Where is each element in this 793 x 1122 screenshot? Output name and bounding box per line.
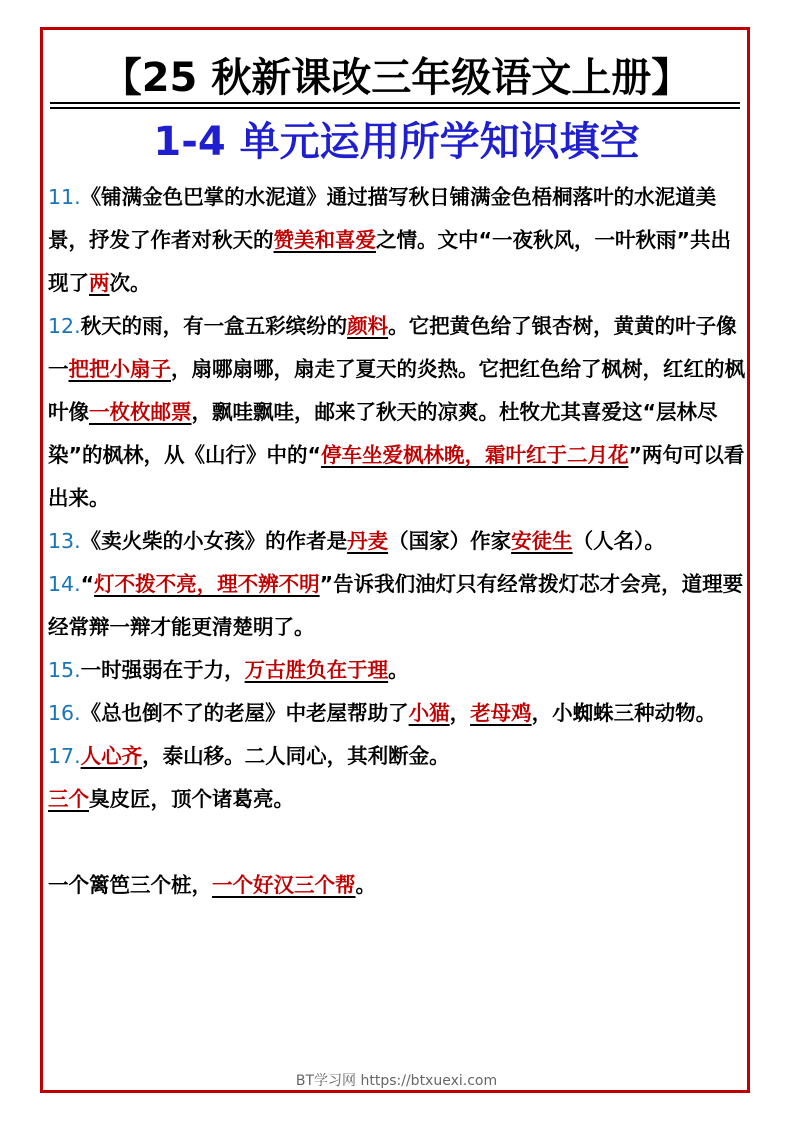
page-subtitle: 1-4 单元运用所学知识填空 xyxy=(153,119,640,165)
proverb-text: 。 xyxy=(355,873,376,897)
question-text: 《总也倒不了的老屋》中老屋帮助了 xyxy=(80,701,409,725)
question-13 xyxy=(48,520,748,563)
question-number: 15. xyxy=(48,658,81,682)
answer: 灯不拨不亮，理不辨不明 xyxy=(94,572,320,596)
proverb-text: 臭皮匠，顶个诸葛亮。 xyxy=(89,787,294,811)
question-text: 《铺满金色巴掌的水泥道》通过描写秋日铺满金色梧桐落叶的水泥道美景，抒发了作者对秋天的 xyxy=(48,185,717,252)
question-number: 12. xyxy=(48,314,81,338)
question-12 xyxy=(48,305,748,520)
answer: 丹麦 xyxy=(347,529,389,553)
question-text: ，飘哇飘哇，邮来了秋天的凉爽。杜牧尤其喜爱这“层林尽染”的枫林，从《山行》中的“ xyxy=(48,400,718,467)
question-number: 13. xyxy=(48,529,81,553)
question-text: 之情。文中“一夜秋风，一叶秋雨”共出现了 xyxy=(48,228,731,295)
answer: 把把小扇子 xyxy=(68,357,171,381)
answer: 安徒生 xyxy=(511,529,573,553)
answer: 颜料 xyxy=(347,314,389,338)
proverb-text: 一个篱笆三个桩， xyxy=(48,873,212,897)
question-text: ”两句可以看出来。 xyxy=(48,443,745,510)
question-text: 。 xyxy=(388,658,409,682)
question-15 xyxy=(48,649,748,692)
question-number: 14. xyxy=(48,572,81,596)
answer: 小猫 xyxy=(408,701,450,725)
answer: 两 xyxy=(89,271,110,295)
question-text: 一时强弱在于力， xyxy=(80,658,245,682)
answer: 万古胜负在于理 xyxy=(244,658,389,682)
question-text: 秋天的雨，有一盒五彩缤纷的 xyxy=(80,314,348,338)
page-title: 【25 秋新课改三年级语文上册】 xyxy=(101,55,692,101)
question-text: 《卖火柴的小女孩》的作者是 xyxy=(80,529,348,553)
question-list xyxy=(48,176,748,907)
question-number: 11. xyxy=(48,185,81,209)
answer: 一枚枚邮票 xyxy=(89,400,192,424)
spacer xyxy=(48,821,748,864)
question-text: ， xyxy=(449,701,471,725)
answer: 一个好汉三个帮 xyxy=(212,873,356,897)
title-underline-bottom xyxy=(50,107,740,109)
question-text: “ xyxy=(80,572,95,596)
answer: 老母鸡 xyxy=(470,701,532,725)
question-11 xyxy=(48,176,748,305)
answer: 赞美和喜爱 xyxy=(273,228,376,252)
question-text: （国家）作家 xyxy=(388,529,512,553)
footer-watermark: BT学习网 https://btxuexi.com xyxy=(295,1073,498,1089)
question-16 xyxy=(48,692,748,735)
question-number: 17. xyxy=(48,744,81,768)
question-number: 16. xyxy=(48,701,81,725)
title-underline-top xyxy=(50,102,740,104)
question-text: ，小蜘蛛三种动物。 xyxy=(531,701,717,725)
question-text: ，泰山移。二人同心，其利断金。 xyxy=(142,744,450,768)
proverb-line-2 xyxy=(48,864,748,907)
question-text: 。它把黄色给了银杏树，黄黄的叶子像一 xyxy=(48,314,737,381)
question-14 xyxy=(48,563,748,649)
proverb-line-1 xyxy=(48,778,748,821)
question-text: （人名）。 xyxy=(572,529,665,553)
answer: 人心齐 xyxy=(80,744,143,768)
question-text: 次。 xyxy=(109,271,151,295)
answer: 停车坐爱枫林晚，霜叶红于二月花 xyxy=(320,443,629,467)
question-text: ”告诉我们油灯只有经常拨灯芯才会亮，道理要经常辩一辩才能更清楚明了。 xyxy=(48,572,744,639)
question-17 xyxy=(48,735,748,778)
answer: 三个 xyxy=(48,787,89,811)
question-text: ，扇哪扇哪，扇走了夏天的炎热。它把红色给了枫树，红红的枫叶像 xyxy=(48,357,745,424)
